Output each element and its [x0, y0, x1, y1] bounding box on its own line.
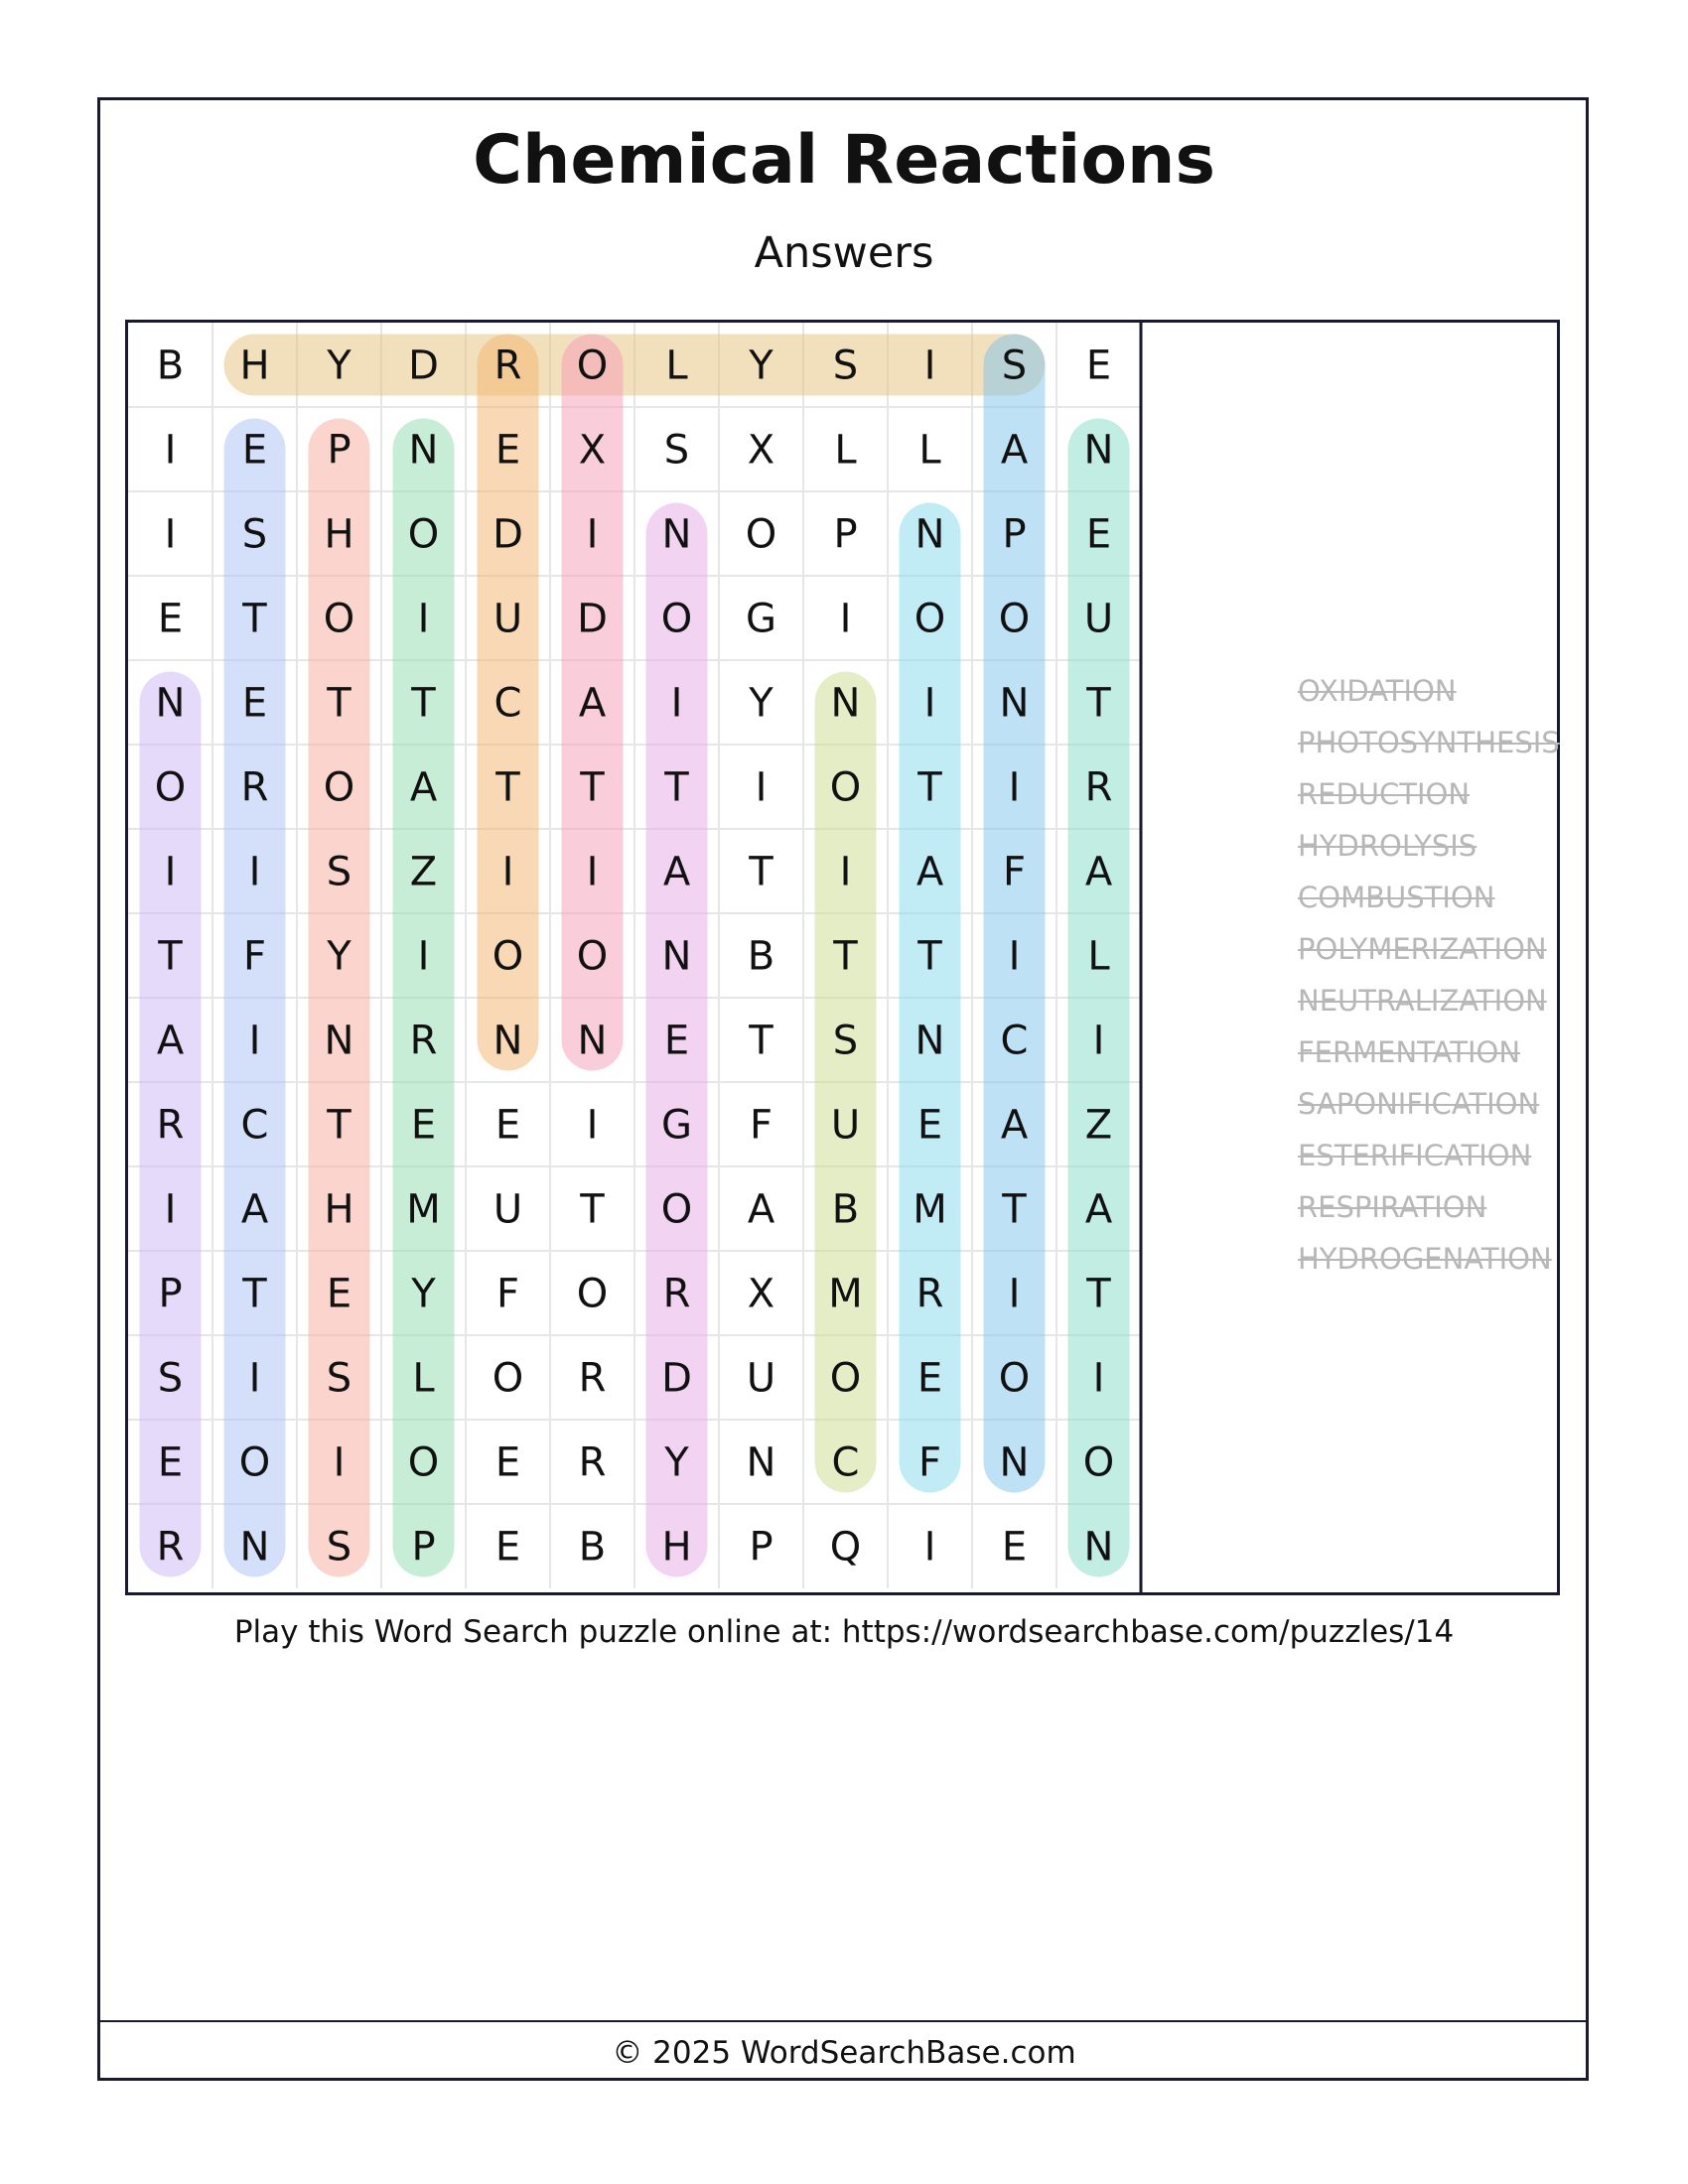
- grid-cell-letter[interactable]: P: [833, 511, 858, 558]
- footer-divider: [98, 2020, 1588, 2022]
- grid-cell-letter[interactable]: L: [665, 342, 688, 389]
- word-list-item: SAPONIFICATION: [1298, 1087, 1540, 1121]
- grid-cell-letter[interactable]: O: [238, 1439, 271, 1486]
- grid-cell-letter[interactable]: F: [495, 1271, 520, 1317]
- grid-cell-letter[interactable]: T: [242, 1271, 267, 1317]
- grid-cell-letter[interactable]: S: [157, 1355, 184, 1402]
- grid-cell-letter[interactable]: I: [1008, 764, 1021, 811]
- grid-cell-letter[interactable]: R: [240, 764, 269, 811]
- grid-cell-letter[interactable]: I: [923, 680, 936, 727]
- grid-cell-letter[interactable]: N: [1083, 1524, 1114, 1570]
- grid-cell-letter[interactable]: P: [411, 1524, 436, 1570]
- grid-cell-letter[interactable]: P: [158, 1271, 183, 1317]
- grid-cell-letter[interactable]: T: [580, 764, 605, 811]
- grid-cell-letter[interactable]: T: [917, 933, 942, 980]
- grid-cell-letter[interactable]: T: [1086, 1271, 1111, 1317]
- grid-cell-letter[interactable]: S: [663, 427, 690, 474]
- word-list-item: REDUCTION: [1298, 777, 1471, 811]
- grid-cell-letter[interactable]: C: [1000, 1018, 1029, 1064]
- grid-cell-letter[interactable]: U: [492, 1186, 523, 1233]
- grid-cell-letter[interactable]: O: [492, 933, 524, 980]
- grid-cell-letter[interactable]: O: [660, 1186, 693, 1233]
- grid-cell-letter[interactable]: Y: [749, 680, 774, 727]
- grid-cell-letter[interactable]: S: [832, 1018, 859, 1064]
- grid-cell-letter[interactable]: S: [326, 1524, 352, 1570]
- grid-cell-letter[interactable]: O: [1082, 1439, 1115, 1486]
- grid-cell-letter[interactable]: P: [1002, 511, 1027, 558]
- grid-cell-letter[interactable]: N: [746, 1439, 776, 1486]
- grid-cell-letter[interactable]: X: [747, 1271, 775, 1317]
- copyright-text: © 2025 WordSearchBase.com: [612, 2035, 1076, 2071]
- grid-cell-letter[interactable]: P: [749, 1524, 774, 1570]
- grid-cell-letter[interactable]: O: [829, 1355, 862, 1402]
- grid-cell-letter[interactable]: I: [839, 596, 852, 642]
- grid-cell-letter[interactable]: T: [411, 680, 436, 727]
- grid-cell-letter[interactable]: O: [407, 1439, 440, 1486]
- grid-cell-letter[interactable]: P: [327, 427, 352, 474]
- grid-cell-letter[interactable]: T: [495, 764, 520, 811]
- grid-cell-letter[interactable]: U: [492, 596, 523, 642]
- grid-cell-letter[interactable]: T: [327, 1102, 352, 1149]
- grid-cell-letter[interactable]: L: [412, 1355, 435, 1402]
- grid-cell-letter[interactable]: R: [156, 1524, 185, 1570]
- grid-cell-letter[interactable]: T: [749, 849, 774, 895]
- grid-cell-letter[interactable]: E: [241, 680, 268, 727]
- grid-cell-letter[interactable]: I: [923, 1524, 936, 1570]
- grid-cell-letter[interactable]: O: [576, 933, 609, 980]
- grid-cell-letter[interactable]: N: [999, 680, 1030, 727]
- grid-cell-letter[interactable]: D: [408, 342, 439, 389]
- grid-cell-letter[interactable]: N: [661, 511, 692, 558]
- grid-cell-letter[interactable]: I: [755, 764, 768, 811]
- grid-cell-letter[interactable]: I: [248, 1018, 261, 1064]
- grid-cell-letter[interactable]: I: [586, 849, 599, 895]
- grid-cell-letter[interactable]: A: [409, 764, 438, 811]
- grid-cell-letter[interactable]: R: [493, 342, 522, 389]
- grid-cell-letter[interactable]: H: [661, 1524, 692, 1570]
- grid-cell-letter[interactable]: E: [1001, 1524, 1028, 1570]
- grid-cell-letter[interactable]: R: [409, 1018, 438, 1064]
- grid-cell-letter[interactable]: A: [240, 1186, 269, 1233]
- grid-cell-letter[interactable]: O: [998, 596, 1031, 642]
- grid-cell-letter[interactable]: O: [914, 596, 946, 642]
- grid-cell-letter[interactable]: T: [158, 933, 183, 980]
- grid-cell-letter[interactable]: E: [494, 1102, 521, 1149]
- grid-cell-letter[interactable]: O: [576, 1271, 609, 1317]
- grid-cell-letter[interactable]: A: [1000, 427, 1029, 474]
- word-list-item: PHOTOSYNTHESIS: [1298, 726, 1560, 759]
- grid-cell-letter[interactable]: B: [747, 933, 775, 980]
- word-list-item: OXIDATION: [1298, 674, 1457, 708]
- grid-cell-letter[interactable]: I: [586, 511, 599, 558]
- grid-cell-letter[interactable]: N: [577, 1018, 608, 1064]
- grid-cell-letter[interactable]: O: [660, 596, 693, 642]
- play-online-link[interactable]: Play this Word Search puzzle online at: https://wordsearchbase.com/puzzles/14: [233, 1614, 1455, 1650]
- grid-cell-letter[interactable]: S: [1001, 342, 1028, 389]
- grid-cell-letter[interactable]: G: [746, 596, 776, 642]
- grid-cell-letter[interactable]: I: [501, 849, 514, 895]
- grid-cell-letter[interactable]: U: [830, 1102, 861, 1149]
- grid-cell-letter[interactable]: I: [417, 933, 430, 980]
- grid-cell-letter[interactable]: I: [164, 1186, 177, 1233]
- grid-cell-letter[interactable]: O: [576, 342, 609, 389]
- word-list-item: HYDROLYSIS: [1298, 829, 1477, 863]
- grid-cell-letter[interactable]: O: [829, 764, 862, 811]
- grid-cell-letter[interactable]: Z: [1084, 1102, 1113, 1149]
- grid-cell-letter[interactable]: E: [326, 1271, 352, 1317]
- word-list-item: ESTERIFICATION: [1298, 1139, 1532, 1172]
- grid-cell-letter[interactable]: C: [493, 680, 522, 727]
- grid-cell-letter[interactable]: A: [578, 680, 607, 727]
- grid-cell-letter[interactable]: Y: [327, 933, 352, 980]
- grid-cell-letter[interactable]: G: [661, 1102, 692, 1149]
- grid-cell-letter[interactable]: T: [917, 764, 942, 811]
- grid-cell-letter[interactable]: B: [831, 1186, 860, 1233]
- grid-cell-letter[interactable]: O: [154, 764, 187, 811]
- grid-cell-letter[interactable]: Y: [664, 1439, 689, 1486]
- grid-cell-letter[interactable]: H: [324, 1186, 354, 1233]
- grid-cell-letter[interactable]: E: [1085, 511, 1112, 558]
- grid-cell-letter[interactable]: N: [661, 933, 692, 980]
- grid-cell-letter[interactable]: O: [323, 596, 355, 642]
- grid-cell-letter[interactable]: S: [241, 511, 268, 558]
- word-list-item: RESPIRATION: [1298, 1190, 1487, 1224]
- grid-cell-letter[interactable]: T: [749, 1018, 774, 1064]
- grid-cell-letter[interactable]: I: [417, 596, 430, 642]
- grid-cell-letter[interactable]: N: [999, 1439, 1030, 1486]
- grid-cell-letter[interactable]: F: [1002, 849, 1027, 895]
- grid-cell-letter[interactable]: N: [492, 1018, 523, 1064]
- word-list-item: FERMENTATION: [1298, 1035, 1521, 1069]
- grid-cell-letter[interactable]: R: [578, 1439, 607, 1486]
- grid-cell-letter[interactable]: O: [745, 511, 777, 558]
- grid-cell-letter[interactable]: Z: [409, 849, 438, 895]
- grid-cell-letter[interactable]: R: [1084, 764, 1113, 811]
- grid-cell-letter[interactable]: N: [1083, 427, 1114, 474]
- grid-cell-letter[interactable]: L: [1087, 933, 1110, 980]
- grid-cell-letter[interactable]: N: [914, 1018, 945, 1064]
- grid-cell-letter[interactable]: A: [915, 849, 944, 895]
- grid-cell-letter[interactable]: Y: [411, 1271, 436, 1317]
- grid-cell-letter[interactable]: U: [746, 1355, 776, 1402]
- grid-cell-letter[interactable]: I: [839, 849, 852, 895]
- word-list-item: NEUTRALIZATION: [1298, 984, 1547, 1018]
- grid-cell-letter[interactable]: M: [913, 1186, 947, 1233]
- grid-cell-letter[interactable]: A: [156, 1018, 185, 1064]
- grid-cell-letter[interactable]: F: [917, 1439, 942, 1486]
- grid-cell-letter[interactable]: N: [155, 680, 186, 727]
- grid-cell-letter[interactable]: D: [577, 596, 608, 642]
- grid-cell-letter[interactable]: I: [164, 849, 177, 895]
- grid-cell-letter[interactable]: E: [494, 427, 521, 474]
- word-list-item: HYDROGENATION: [1298, 1242, 1552, 1276]
- grid-cell-letter[interactable]: X: [578, 427, 607, 474]
- grid-cell-letter[interactable]: E: [157, 1439, 184, 1486]
- grid-cell-letter[interactable]: I: [1092, 1355, 1105, 1402]
- grid-cell-letter[interactable]: B: [578, 1524, 607, 1570]
- grid-cell-letter[interactable]: I: [1008, 933, 1021, 980]
- grid-cell-letter[interactable]: A: [1084, 849, 1113, 895]
- grid-cell-letter[interactable]: R: [578, 1355, 607, 1402]
- grid-cell-letter[interactable]: R: [915, 1271, 944, 1317]
- word-list: [1298, 665, 1675, 1285]
- grid-cell-letter[interactable]: R: [662, 1271, 691, 1317]
- puzzle-box: [125, 320, 1560, 1595]
- grid-cell-letter[interactable]: E: [410, 1102, 437, 1149]
- grid-cell-letter[interactable]: I: [1008, 1271, 1021, 1317]
- grid-cell-letter[interactable]: S: [326, 849, 352, 895]
- grid-cell-letter[interactable]: C: [831, 1439, 860, 1486]
- grid-cell-letter[interactable]: Q: [829, 1524, 862, 1570]
- grid-cell-letter[interactable]: T: [327, 680, 352, 727]
- word-list-item: COMBUSTION: [1298, 881, 1495, 914]
- grid-cell-letter[interactable]: S: [832, 342, 859, 389]
- grid-cell-letter[interactable]: X: [747, 427, 775, 474]
- grid-cell-letter[interactable]: H: [239, 342, 270, 389]
- grid-cell-letter[interactable]: I: [248, 849, 261, 895]
- grid-cell-letter[interactable]: O: [998, 1355, 1031, 1402]
- grid-cell-letter[interactable]: U: [1083, 596, 1114, 642]
- grid-cell-letter[interactable]: I: [586, 1102, 599, 1149]
- grid-cell-letter[interactable]: A: [747, 1186, 775, 1233]
- grid-cell-letter[interactable]: Y: [749, 342, 774, 389]
- grid-cell-letter[interactable]: F: [749, 1102, 774, 1149]
- grid-cell-letter[interactable]: Y: [327, 342, 352, 389]
- grid-cell-letter[interactable]: N: [830, 680, 861, 727]
- grid-cell-letter[interactable]: N: [914, 511, 945, 558]
- grid-cell-letter[interactable]: T: [242, 596, 267, 642]
- page-subtitle: Answers: [754, 228, 934, 278]
- grid-cell-letter[interactable]: C: [240, 1102, 269, 1149]
- grid-cell-letter[interactable]: I: [248, 1355, 261, 1402]
- grid-cell-letter[interactable]: A: [662, 849, 691, 895]
- grid-cell-letter[interactable]: E: [157, 596, 184, 642]
- grid-cell-letter[interactable]: S: [326, 1355, 352, 1402]
- word-list-item: POLYMERIZATION: [1298, 932, 1547, 966]
- grid-cell-letter[interactable]: I: [1092, 1018, 1105, 1064]
- grid-cell-letter[interactable]: E: [241, 427, 268, 474]
- grid-cell-letter[interactable]: E: [494, 1524, 521, 1570]
- grid-cell-letter[interactable]: T: [664, 764, 689, 811]
- grid-cell-letter[interactable]: B: [156, 342, 185, 389]
- grid-cell-letter[interactable]: I: [164, 427, 177, 474]
- grid-cell-letter[interactable]: E: [494, 1439, 521, 1486]
- grid-cell-letter[interactable]: A: [1000, 1102, 1029, 1149]
- grid-cell-letter[interactable]: O: [407, 511, 440, 558]
- grid-cell-letter[interactable]: O: [323, 764, 355, 811]
- grid-cell-letter[interactable]: I: [923, 342, 936, 389]
- grid-cell-letter[interactable]: T: [580, 1186, 605, 1233]
- grid-cell-letter[interactable]: M: [828, 1271, 863, 1317]
- grid-cell-letter[interactable]: L: [918, 427, 941, 474]
- grid-cell-letter[interactable]: T: [833, 933, 858, 980]
- grid-cell-letter[interactable]: N: [239, 1524, 270, 1570]
- grid-cell-letter[interactable]: M: [406, 1186, 441, 1233]
- grid-cell-letter[interactable]: D: [661, 1355, 692, 1402]
- grid-cell-letter[interactable]: L: [834, 427, 857, 474]
- grid-cell-letter[interactable]: I: [164, 511, 177, 558]
- grid-cell-letter[interactable]: E: [663, 1018, 690, 1064]
- grid-cell-letter[interactable]: E: [916, 1355, 943, 1402]
- grid-cell-letter[interactable]: T: [1002, 1186, 1027, 1233]
- grid-cell-letter[interactable]: H: [324, 511, 354, 558]
- grid-cell-letter[interactable]: O: [492, 1355, 524, 1402]
- grid-cell-letter[interactable]: E: [1085, 342, 1112, 389]
- grid-cell-letter[interactable]: E: [916, 1102, 943, 1149]
- page-title: Chemical Reactions: [473, 121, 1215, 200]
- grid-cell-letter[interactable]: I: [670, 680, 683, 727]
- grid-cell-letter[interactable]: A: [1084, 1186, 1113, 1233]
- grid-cell-letter[interactable]: N: [324, 1018, 354, 1064]
- grid-cell-letter[interactable]: R: [156, 1102, 185, 1149]
- grid-cell-letter[interactable]: N: [408, 427, 439, 474]
- grid-cell-letter[interactable]: D: [492, 511, 523, 558]
- grid-cell-letter[interactable]: F: [242, 933, 267, 980]
- grid-cell-letter[interactable]: T: [1086, 680, 1111, 727]
- grid-cell-letter[interactable]: I: [333, 1439, 346, 1486]
